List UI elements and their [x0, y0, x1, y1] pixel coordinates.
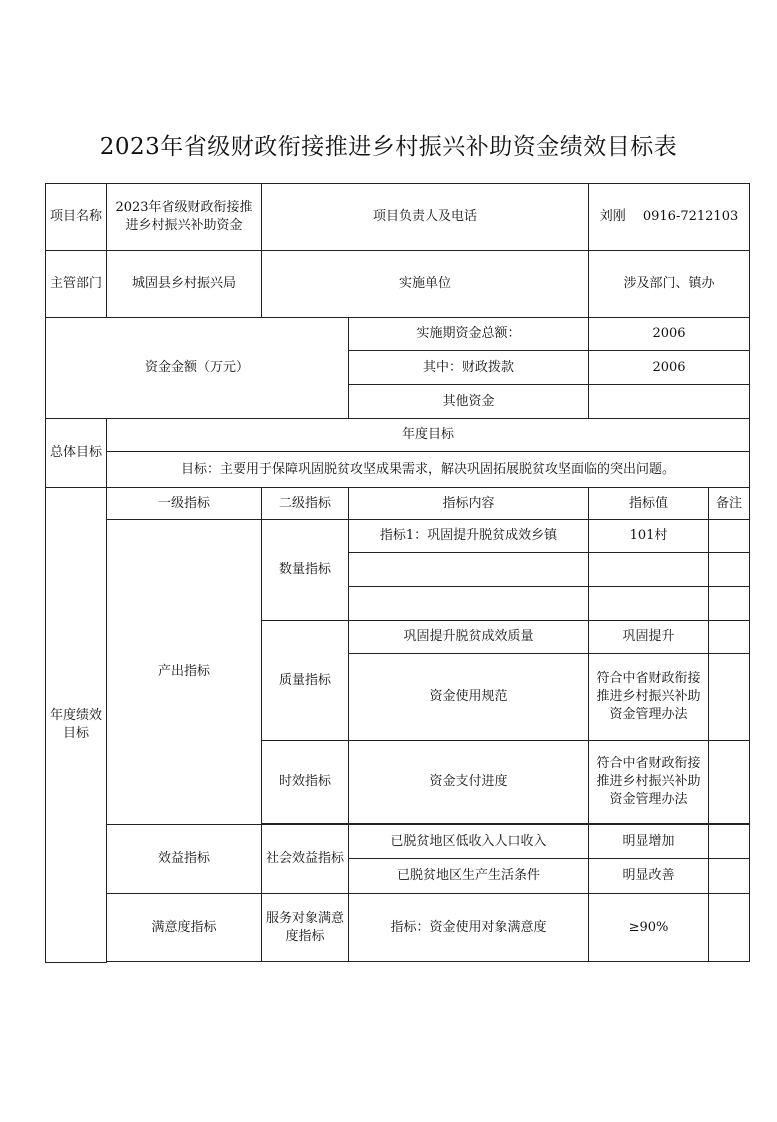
funds-fiscal-value: 2006 [589, 351, 750, 385]
table-cell: ≥90% [589, 894, 709, 962]
funds-other-value [589, 385, 750, 419]
funds-label: 资金金额（万元） [46, 318, 349, 419]
social-benefit-label: 社会效益指标 [262, 825, 349, 894]
table-cell: 指标：资金使用对象满意度 [349, 894, 589, 962]
table-cell: 资金支付进度 [349, 741, 589, 824]
implementing-unit-label: 实施单位 [262, 251, 589, 318]
table-cell: 明显改善 [589, 859, 709, 894]
table-cell [709, 859, 750, 894]
funds-total-label: 实施期资金总额： [349, 318, 589, 351]
annual-goal-label: 年度目标 [107, 419, 750, 452]
quantity-indicator-label: 数量指标 [262, 520, 349, 621]
table-cell [589, 587, 709, 621]
table-cell [589, 553, 709, 587]
project-name-value: 2023年省级财政衔接推进乡村振兴补助资金 [107, 184, 262, 251]
header-content: 指标内容 [349, 488, 589, 520]
overall-goal-label: 总体目标 [46, 419, 107, 488]
service-satisfaction-label: 服务对象满意度指标 [262, 894, 349, 962]
project-name-label: 项目名称 [46, 184, 107, 251]
table-cell: 明显增加 [589, 825, 709, 859]
annual-goal-text: 目标：主要用于保障巩固脱贫攻坚成果需求，解决巩固拓展脱贫攻坚面临的突出问题。 [107, 452, 750, 488]
table-cell: 符合中省财政衔接推进乡村振兴补助资金管理办法 [589, 741, 709, 824]
table-cell [349, 553, 589, 587]
quality-indicator-label: 质量指标 [262, 621, 349, 741]
table-cell: 101村 [589, 520, 709, 553]
contact-label: 项目负责人及电话 [262, 184, 589, 251]
table-cell: 巩固提升脱贫成效质量 [349, 621, 589, 654]
funds-fiscal-label: 其中：财政拨款 [349, 351, 589, 385]
header-value: 指标值 [589, 488, 709, 520]
table-cell [709, 654, 750, 741]
table-cell [709, 894, 750, 962]
table-cell: 资金使用规范 [349, 654, 589, 741]
row-spacer [107, 962, 750, 963]
table-cell: 巩固提升 [589, 621, 709, 654]
table-cell [709, 587, 750, 621]
table-cell: 指标1：巩固提升脱贫成效乡镇 [349, 520, 589, 553]
page-title: 2023年省级财政衔接推进乡村振兴补助资金绩效目标表 [99, 134, 678, 160]
table-cell [709, 553, 750, 587]
table-cell: 已脱贫地区低收入人口收入 [349, 825, 589, 859]
funds-total-value: 2006 [589, 318, 750, 351]
funds-other-label: 其他资金 [349, 385, 589, 419]
header-remark: 备注 [709, 488, 750, 520]
table-cell [709, 520, 750, 553]
implementing-unit-value: 涉及部门、镇办 [589, 251, 750, 318]
table-cell [709, 621, 750, 654]
annual-performance-label: 年度绩效目标 [46, 488, 107, 963]
satisfaction-indicator-label: 满意度指标 [107, 894, 262, 962]
header-level1: 一级指标 [107, 488, 262, 520]
header-level2: 二级指标 [262, 488, 349, 520]
table-cell [349, 587, 589, 621]
contact-value: 刘刚 0916-7212103 [589, 184, 750, 251]
table-cell: 符合中省财政衔接推进乡村振兴补助资金管理办法 [589, 654, 709, 741]
department-value: 城固县乡村振兴局 [107, 251, 262, 318]
performance-target-table [45, 183, 750, 963]
table-cell: 已脱贫地区生产生活条件 [349, 859, 589, 894]
output-indicator-label: 产出指标 [107, 520, 262, 825]
department-label: 主管部门 [46, 251, 107, 318]
timeliness-indicator-label: 时效指标 [262, 741, 349, 824]
table-cell [709, 825, 750, 859]
benefit-indicator-label: 效益指标 [107, 825, 262, 894]
table-cell [709, 741, 750, 824]
